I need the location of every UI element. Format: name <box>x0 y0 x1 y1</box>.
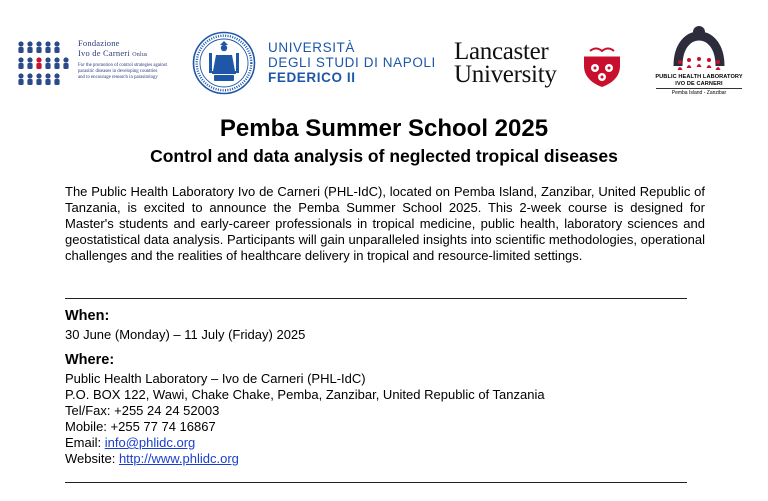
where-line-address: P.O. BOX 122, Wawi, Chake Chake, Pemba, Zanzibar, United Republic of Tanzania <box>65 387 545 402</box>
where-label: Where: <box>65 352 115 368</box>
phl-name-line2: IVO DE CARNERI <box>675 80 723 87</box>
website-link[interactable]: http://www.phlidc.org <box>118 451 239 466</box>
fondazione-text <box>78 38 188 81</box>
divider-top <box>65 298 687 299</box>
phl-name <box>648 74 750 87</box>
logo-bar <box>0 0 768 108</box>
napoli-seal-icon <box>192 31 256 95</box>
page-title: Pemba Summer School 2025 <box>219 115 549 142</box>
phl-name-line1: PUBLIC HEALTH LABORATORY <box>655 74 743 80</box>
napoli-line1: UNIVERSITÀ <box>268 40 356 55</box>
lancaster-logo <box>454 40 629 90</box>
fondazione-tagline-3: and to encourage research in parasitology <box>78 75 158 80</box>
phl-people-arch-icon <box>672 26 726 72</box>
lancaster-line2: University <box>454 61 557 88</box>
where-line-institution: Public Health Laboratory – Ivo de Carneri (PHL-IdC) <box>65 371 366 386</box>
where-details <box>65 371 545 467</box>
when-value: 30 June (Monday) – 11 July (Friday) 2025 <box>65 327 306 342</box>
people-grid-icon <box>16 40 72 90</box>
when-label: When: <box>65 308 110 324</box>
lancaster-line1: Lancaster <box>454 38 549 65</box>
fondazione-name-onlus: Onlus <box>132 52 148 58</box>
phl-divider <box>656 88 742 89</box>
email-label: Email: <box>65 435 105 450</box>
fondazione-tagline-1: For the promotion of control strategies against <box>78 63 167 68</box>
website-label: Website: <box>65 451 119 466</box>
fondazione-name-main: Ivo de Carneri <box>78 48 130 58</box>
lancaster-wordmark <box>454 40 557 86</box>
phl-place: Pemba Island - Zanzibar <box>671 90 727 96</box>
divider-bottom <box>65 482 687 483</box>
fondazione-logo <box>16 38 186 93</box>
napoli-line3: FEDERICO II <box>268 70 356 85</box>
phl-logo <box>648 26 750 106</box>
lancaster-shield-icon <box>582 42 622 88</box>
napoli-line2: DEGLI STUDI DI NAPOLI <box>268 55 436 70</box>
email-link[interactable]: info@phlidc.org <box>104 435 196 450</box>
page-subtitle: Control and data analysis of neglected tropical diseases <box>150 146 618 166</box>
fondazione-tagline-2: parasitic diseases in developing countries <box>78 69 158 74</box>
where-line-telfax: Tel/Fax: +255 24 24 52003 <box>65 403 220 418</box>
where-line-mobile: Mobile: +255 77 74 16867 <box>65 419 216 434</box>
fondazione-name-line1: Fondazione <box>78 38 120 48</box>
where-line-email <box>65 435 545 451</box>
intro-paragraph: The Public Health Laboratory Ivo de Carneri (PHL-IdC), located on Pemba Island, Zanzibar, United Republic of Tanzania, is excited to announce the Pemba Summer School 2025. This 2-week course is designed for Master's students and early-career professionals in tropical medicine, public health, laboratory sciences and geostatistical data analysis. Participants will gain unparalleled insights into scientific methodologies, operational challenges and the realities of healthcare delivery in tropical and resource-limited settings. <box>65 184 705 263</box>
napoli-logo-text <box>268 40 438 85</box>
fondazione-tagline <box>78 63 188 81</box>
where-line-website <box>65 451 545 467</box>
fondazione-name-line2 <box>78 48 188 60</box>
